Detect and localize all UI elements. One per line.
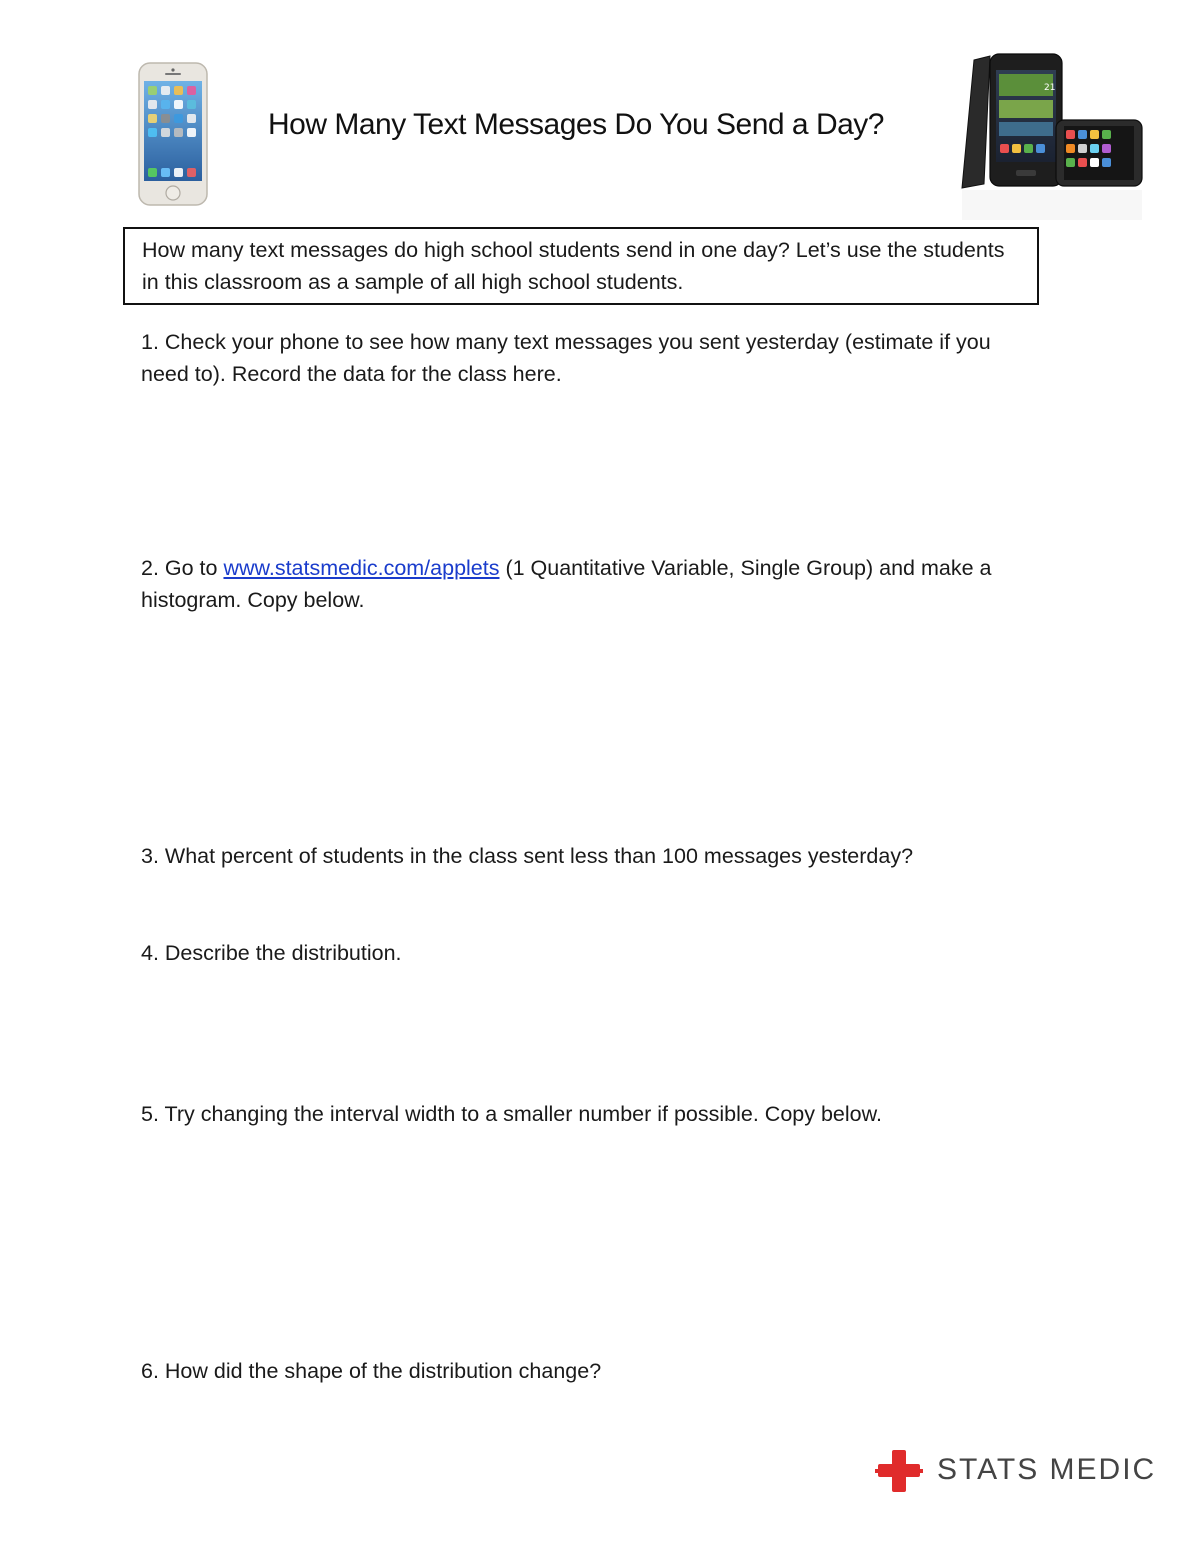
samsung-phones-icon: [952, 52, 1147, 232]
question-2: [141, 552, 1041, 616]
svg-text:21: 21: [1044, 83, 1056, 93]
question-2-suffix: (1 Quantitative Variable, Single Group) and make a histogram. Copy below.: [141, 556, 992, 612]
logo-text: STATS MEDIC: [937, 1453, 1157, 1486]
question-3: 3. What percent of students in the class sent less than 100 messages yesterday?: [141, 844, 914, 868]
question-2-prefix: 2. Go to: [141, 556, 224, 580]
applets-link[interactable]: www.statsmedic.com/applets: [223, 556, 500, 580]
question-1: 1. Check your phone to see how many text messages you sent yesterday (estimate if you need to). Record the data for the class here.: [141, 330, 991, 386]
question-5: 5. Try changing the interval width to a smaller number if possible. Copy below.: [141, 1102, 882, 1126]
intro-box: [123, 227, 1039, 305]
iphone-icon: [138, 62, 208, 211]
page-title: How Many Text Messages Do You Send a Day?: [268, 108, 884, 141]
question-4: 4. Describe the distribution.: [141, 941, 402, 965]
intro-text: How many text messages do high school students send in one day? Let’s use the students in this classroom as a sample of all high school students.: [142, 238, 1005, 294]
question-6: 6. How did the shape of the distribution change?: [141, 1359, 602, 1383]
medical-cross-icon: [875, 1448, 923, 1499]
